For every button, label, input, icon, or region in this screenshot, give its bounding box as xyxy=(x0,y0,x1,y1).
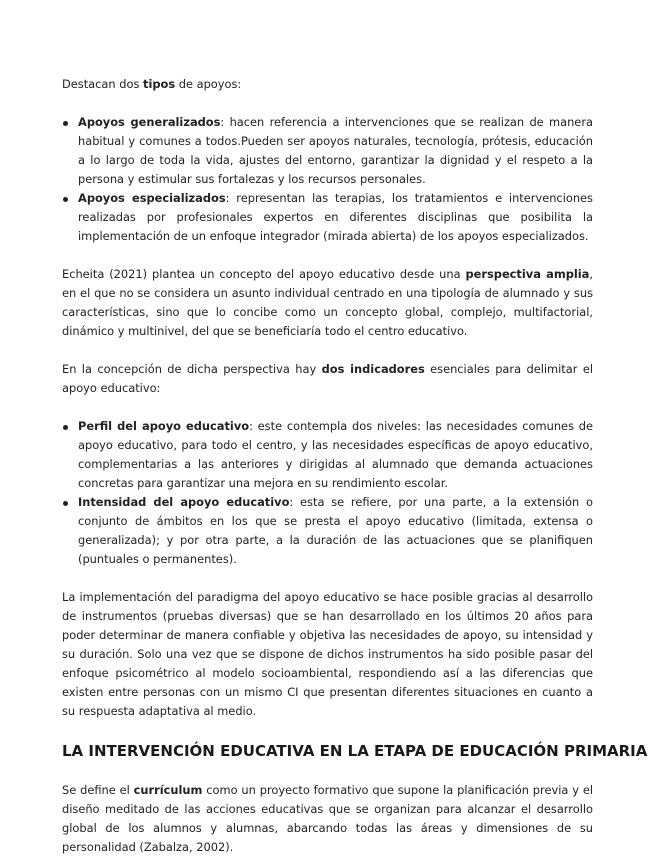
page-content xyxy=(62,75,648,857)
list-item-text: : esta se refiere, por una parte, a la extensión o conjunto de ámbitos en los que se presta el apoyo educativo (limitada, extensa o generalizada); y por otra parte, a la duración de las actuaciones que se planifiquen (puntuales o permanentes). xyxy=(78,495,593,566)
list-item-text: : hacen referencia a intervenciones que se realizan de manera habitual y comunes a todos.Pueden ser apoyos naturales, tecnología, prótesis, educación a lo largo de toda la vida, ajustes del entorno, garantizar la dignidad y el respeto a la persona y estimular sus fortalezas y los recursos personales. xyxy=(78,115,593,186)
echeita-paragraph xyxy=(62,265,593,341)
list-item-term: Perfil del apoyo educativo xyxy=(78,419,250,433)
list-item xyxy=(62,113,593,189)
list-item xyxy=(62,493,593,569)
support-types-list xyxy=(62,113,593,246)
list-item-text: : este contempla dos niveles: las necesidades comunes de apoyo educativo, para todo el centro, y las necesidades específicas de apoyo educativo, complementarias a las anteriores y dirigidas al alumnado que demanda actuaciones concretas para garantizar una mejora en su rendimiento escolar. xyxy=(78,419,593,490)
echeita-text: Echeita (2021) plantea un concepto del apoyo educativo desde una xyxy=(62,267,466,281)
list-item-term: Apoyos generalizados xyxy=(78,115,221,129)
list-item-text: : representan las terapias, los tratamientos e intervenciones realizadas por profesionales expertos en diferentes disciplinas que posibilita la implementación de un enfoque integrador (mirada abierta) de los apoyos especializados. xyxy=(78,191,593,243)
list-item xyxy=(62,189,593,246)
intro-text: Destacan dos xyxy=(62,77,143,91)
indicators-intro-text-end: esenciales para delimitar el apoyo educativo: xyxy=(62,362,593,395)
list-item-term: Apoyos especializados xyxy=(78,191,226,205)
curriculum-text: Se define el xyxy=(62,783,134,797)
intro-text-end: de apoyos: xyxy=(175,77,242,91)
intro-paragraph xyxy=(62,75,593,94)
intro-bold: tipos xyxy=(143,77,176,91)
indicators-intro-text: En la concepción de dicha perspectiva hay xyxy=(62,362,322,376)
indicators-intro-paragraph xyxy=(62,360,593,398)
curriculum-bold: currículum xyxy=(133,783,203,797)
section-heading: LA INTERVENCIÓN EDUCATIVA EN LA ETAPA DE EDUCACIÓN PRIMARIA xyxy=(62,742,648,760)
echeita-text-end: , en el que no se considera un asunto individual centrado en una tipología de alumnado y sus características, sino que lo concibe como un concepto global, complejo, multifactorial, dinámico y multinivel, del que se beneficiaría todo el centro educativo. xyxy=(62,267,593,338)
list-item-term: Intensidad del apoyo educativo xyxy=(78,495,290,509)
list-item xyxy=(62,417,593,493)
echeita-bold: perspectiva amplia xyxy=(465,267,590,281)
paradigm-paragraph: La implementación del paradigma del apoyo educativo se hace posible gracias al desarrollo de instrumentos (pruebas diversas) que se han desarrollado en los últimos 20 años para poder determinar de manera confiable y objetiva las necesidades de apoyo, su intensidad y su duración. Solo una vez que se dispone de dichos instrumentos ha sido posible pasar del enfoque psicométrico al modelo socioambiental, respondiendo así a las diferencias que existen entre personas con un mismo CI que presentan diferentes situaciones en cuanto a su respuesta adaptativa al medio. xyxy=(62,590,593,718)
curriculum-paragraph xyxy=(62,781,593,857)
indicators-list xyxy=(62,417,593,569)
indicators-intro-bold: dos indicadores xyxy=(321,362,425,376)
curriculum-text-end: como un proyecto formativo que supone la planificación previa y el diseño meditado de las acciones educativas que se organizan para alcanzar el desarrollo global de los alumnos y alumnas, abarcando todas las áreas y dimensiones de su personalidad (Zabalza, 2002). xyxy=(62,783,593,854)
